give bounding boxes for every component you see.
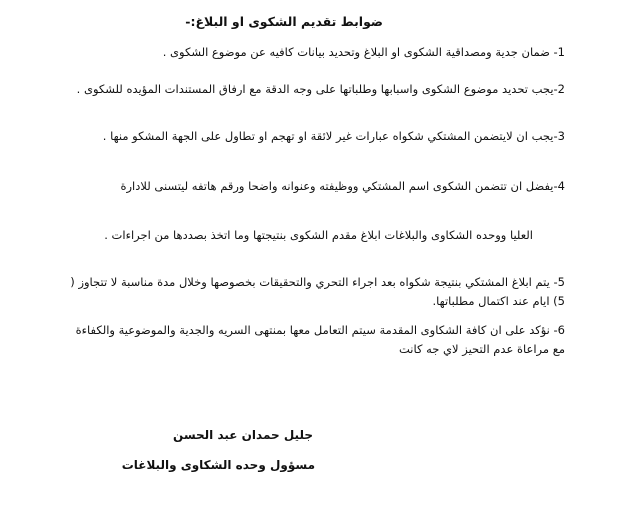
paragraph-6: 6- نؤكد على ان كافة الشكاوى المقدمة سيتم التعامل معها بمنتهى السريه والجدية والموضوعية والكفاءة مع مراعاة عدم التحيز لاي جه كانت [75, 323, 565, 356]
paragraph-4-continued: العليا ووحده الشكاوى والبلاغات ابلاغ مقدم الشكوى بنتيجتها وما اتخذ بصددها من اجراءات . [104, 228, 533, 242]
paragraph-3: 3-يجب ان لايتضمن المشتكي شكواه عبارات غير لائقة او تهجم او تطاول على الجهة المشكو منها . [102, 129, 565, 143]
paragraph-5: 5- يتم ابلاغ المشتكي بنتيجة شكواه بعد اجراء التحري والتحقيقات بخصوصها وخلال مدة مناسبة لا تتجاوز ( 5) ايام عند اكتمال مطلباتها. [70, 275, 565, 308]
document-title: ضوابط تقديم الشكوى او البلاغ:- [185, 14, 383, 29]
signatory-position: مسؤول وحده الشكاوى والبلاغات [121, 458, 315, 472]
paragraph-1: 1- ضمان جدية ومصداقية الشكوى او البلاغ وتحديد بيانات كافيه عن موضوع الشكوى . [162, 45, 565, 59]
signatory-name: جليل حمدان عبد الحسن [173, 428, 313, 442]
paragraph-4: 4-يفضل ان تتضمن الشكوى اسم المشتكي ووظيفته وعنوانه واضحا ورقم هاتفه ليتسنى للادارة [120, 179, 565, 193]
paragraph-2: 2-يجب تحديد موضوع الشكوى واسبابها وطلباتها على وجه الدقة مع ارفاق المستندات المؤيده للشكوى . [76, 82, 565, 96]
